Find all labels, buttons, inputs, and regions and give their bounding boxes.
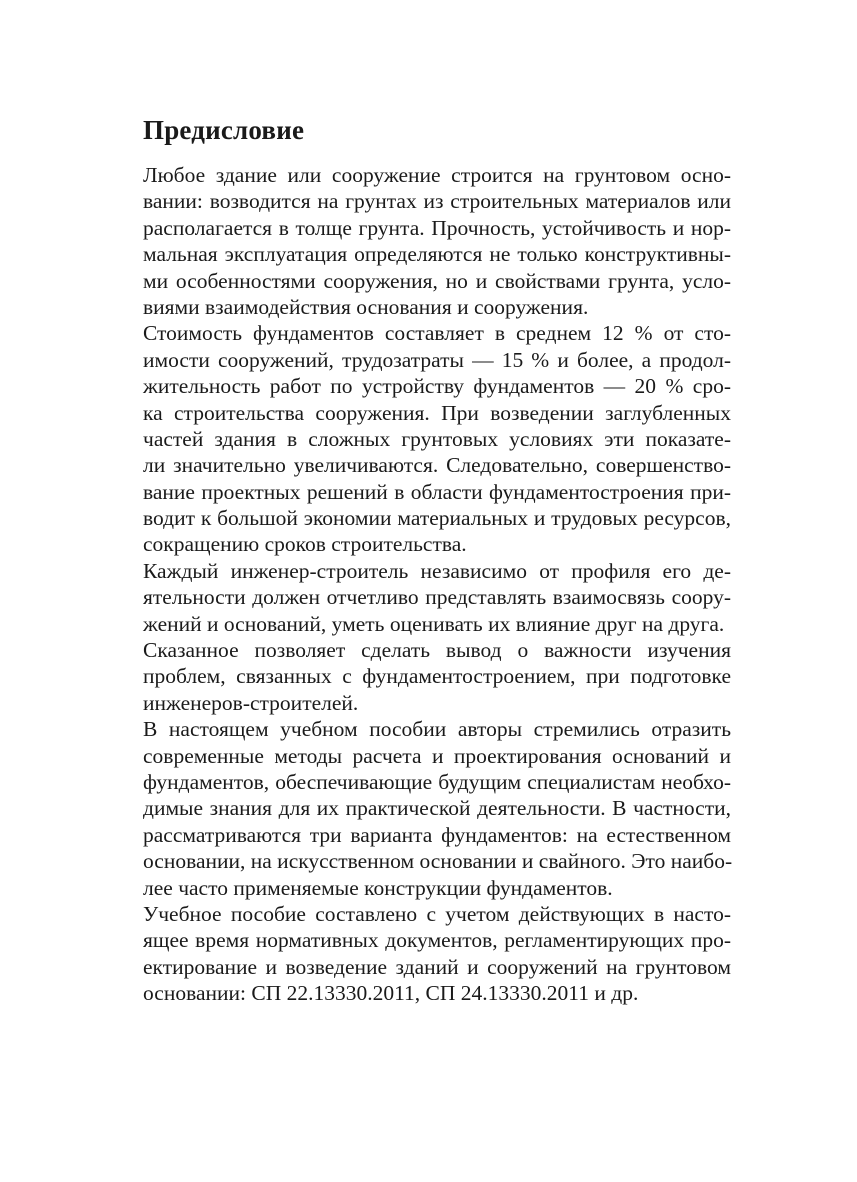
- paragraph-line: мальная эксплуатация определяются не только конструктивны-: [143, 242, 731, 267]
- paragraph-line: Стоимость фундаментов составляет в среднем 12 % от сто-: [143, 321, 731, 346]
- paragraph-5: [143, 716, 731, 901]
- paragraph-4: [143, 637, 731, 716]
- paragraph-line: имости сооружений, трудозатраты — 15 % и более, а продол-: [143, 347, 731, 372]
- paragraph-line: ли значительно увеличиваются. Следовательно, совершенство-: [143, 453, 731, 478]
- paragraph-line: Сказанное позволяет сделать вывод о важности изучения: [143, 638, 731, 663]
- paragraph-line: Каждый инженер-строитель независимо от профиля его де-: [143, 558, 731, 583]
- paragraph-line: Любое здание или сооружение строится на грунтовом осно-: [143, 163, 731, 187]
- paragraph-line: вание проектных решений в области фундаментостроения при-: [143, 479, 731, 504]
- paragraph-line: водит к большой экономии материальных и трудовых ресурсов,: [143, 506, 731, 531]
- paragraph-line: В настоящем учебном пособии авторы стремились отразить: [143, 717, 731, 742]
- body-text: [143, 162, 731, 1007]
- paragraph-line: лее часто применяемые конструкции фундаментов.: [143, 875, 613, 900]
- paragraph-line: современные методы расчета и проектирования оснований и: [143, 743, 731, 768]
- paragraph-line: сокращению сроков строительства.: [143, 532, 467, 557]
- paragraph-line: ящее время нормативных документов, регламентирующих про-: [143, 928, 731, 953]
- paragraph-line: инженеров-строителей.: [143, 690, 359, 715]
- paragraph-line: фундаментов, обеспечивающие будущим специалистам необхо-: [143, 769, 731, 794]
- paragraph-line: Учебное пособие составлено с учетом действующих в насто-: [143, 901, 731, 926]
- paragraph-line: виями взаимодействия основания и сооружения.: [143, 294, 589, 319]
- paragraph-line: ка строительства сооружения. При возведении заглубленных: [143, 400, 731, 425]
- paragraph-1: [143, 162, 731, 320]
- paragraph-2: [143, 320, 731, 558]
- page-title: Предисловие: [143, 115, 305, 145]
- paragraph-line: располагается в толще грунта. Прочность, устойчивость и нор-: [143, 215, 731, 240]
- paragraph-line: проблем, связанных с фундаментостроением, при подготовке: [143, 664, 731, 689]
- paragraph-line: ми особенностями сооружения, но и свойствами грунта, усло-: [143, 268, 731, 293]
- paragraph-line: ектирование и возведение зданий и сооружений на грунтовом: [143, 954, 731, 979]
- paragraph-line: основании, на искусственном основании и свайного. Это наибо-: [143, 849, 733, 874]
- paragraph-line: ятельности должен отчетливо представлять взаимосвязь соору-: [143, 585, 731, 610]
- paragraph-3: [143, 558, 731, 637]
- paragraph-line: жительность работ по устройству фундаментов — 20 % сро-: [143, 374, 731, 399]
- paragraph-line: вании: возводится на грунтах из строительных материалов или: [143, 189, 731, 214]
- paragraph-line: частей здания в сложных грунтовых условиях эти показате-: [143, 426, 731, 451]
- paragraph-line: основании: СП 22.13330.2011, СП 24.13330.2011 и др.: [143, 981, 639, 1006]
- paragraph-line: димые знания для их практической деятельности. В частности,: [143, 796, 731, 821]
- paragraph-6: [143, 901, 731, 1007]
- paragraph-line: жений и оснований, уметь оценивать их влияние друг на друга.: [143, 611, 725, 636]
- paragraph-line: рассматриваются три варианта фундаментов: на естественном: [143, 822, 731, 847]
